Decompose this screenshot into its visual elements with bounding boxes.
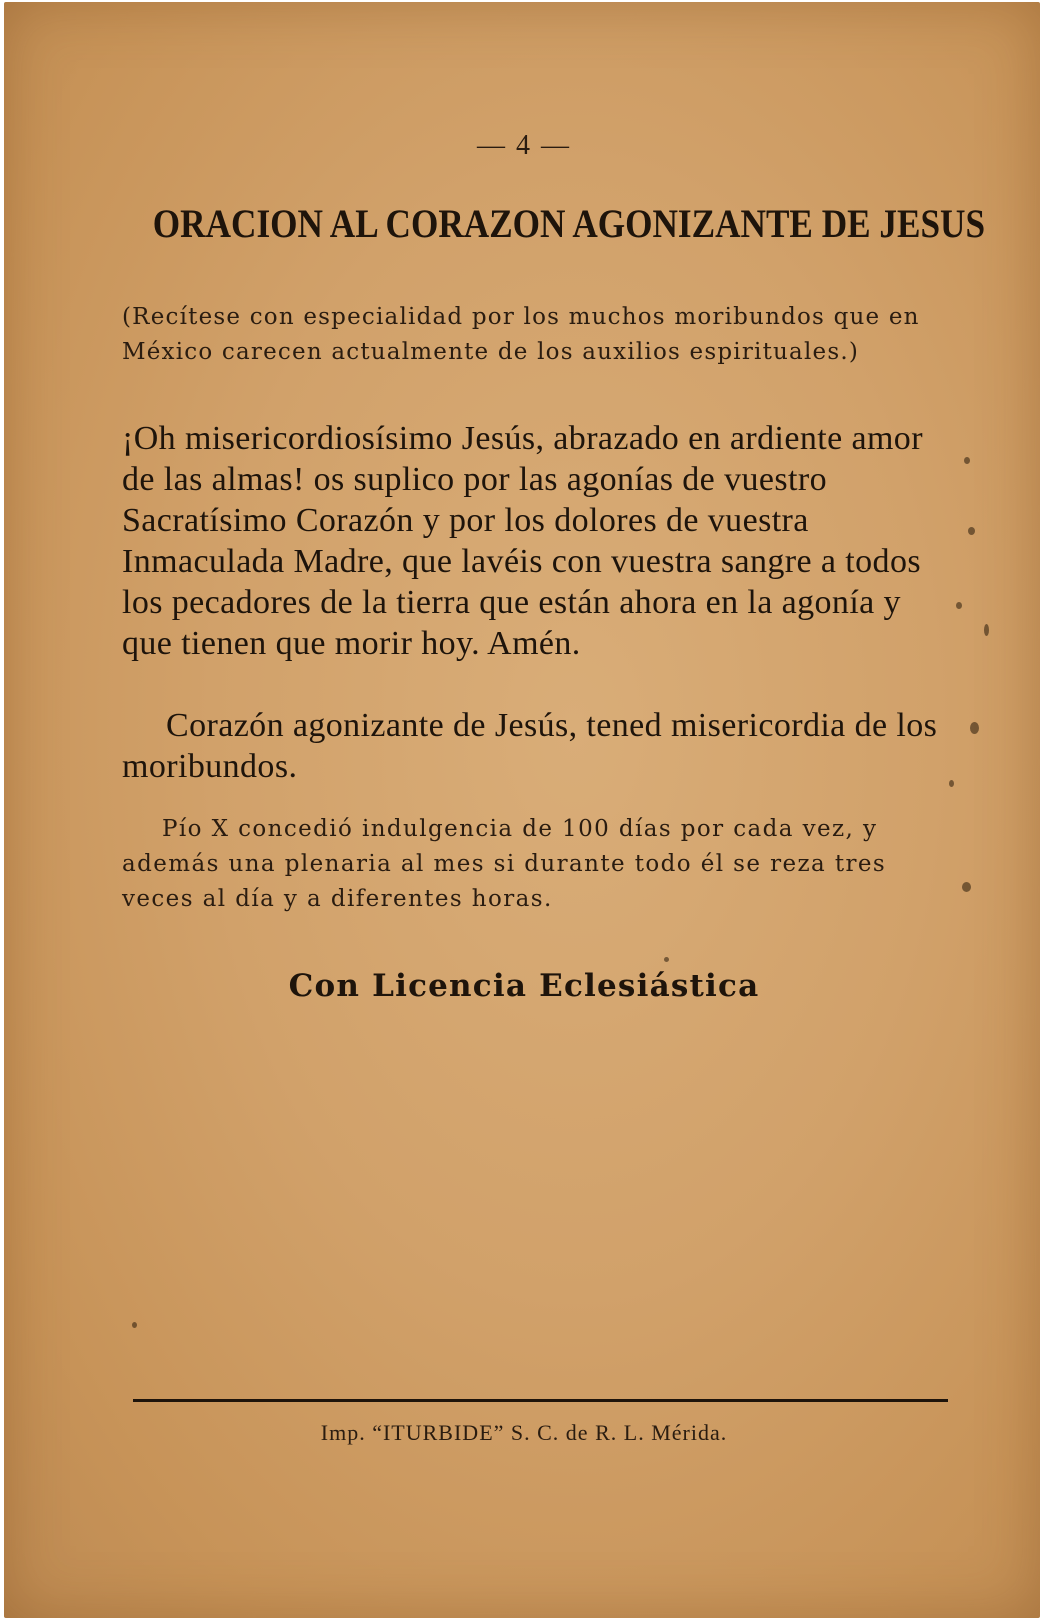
page-number: — 4 — <box>477 130 571 161</box>
ink-spot <box>962 882 971 892</box>
ecclesiastical-license: Con Licencia Eclesiástica <box>288 968 760 1004</box>
prayer-title: ORACION AL CORAZON AGONIZANTE DE JESUS <box>152 201 986 246</box>
invocation-text: Corazón agonizante de Jesús, tened misericordia de los moribundos. <box>122 707 938 785</box>
indulgence-note: Pío X concedió indulgencia de 100 días por cada vez, y además una plenaria al mes si durante todo él se reza tres veces al día y a diferentes horas. <box>122 816 887 912</box>
ink-spot <box>970 722 979 734</box>
ink-spot <box>984 624 989 636</box>
ink-spot <box>964 457 970 464</box>
divider-rule <box>133 1399 948 1402</box>
ink-spot <box>956 602 962 609</box>
recitation-note: (Recítese con especialidad por los muchos moribundos que en México carecen actualmente de los auxilios espirituales.) <box>122 304 920 365</box>
ink-spot <box>664 957 669 962</box>
prayer-text: ¡Oh misericordiosísimo Jesús, abrazado en ardiente amor de las almas! os suplico por las agonías de vuestro Sacratísimo Corazón y por los dolores de vuestra Inmaculada Madre, que lavéis con vuestra sangre a todos los pecadores de la tierra que están ahora en la agonía y que tienen que morir hoy. Amén. <box>122 420 923 662</box>
printer-imprint: Imp. “ITURBIDE” S. C. de R. L. Mérida. <box>320 1420 728 1445</box>
ink-spot <box>132 1322 137 1328</box>
ink-spot <box>968 527 975 535</box>
ink-spot <box>949 780 954 787</box>
